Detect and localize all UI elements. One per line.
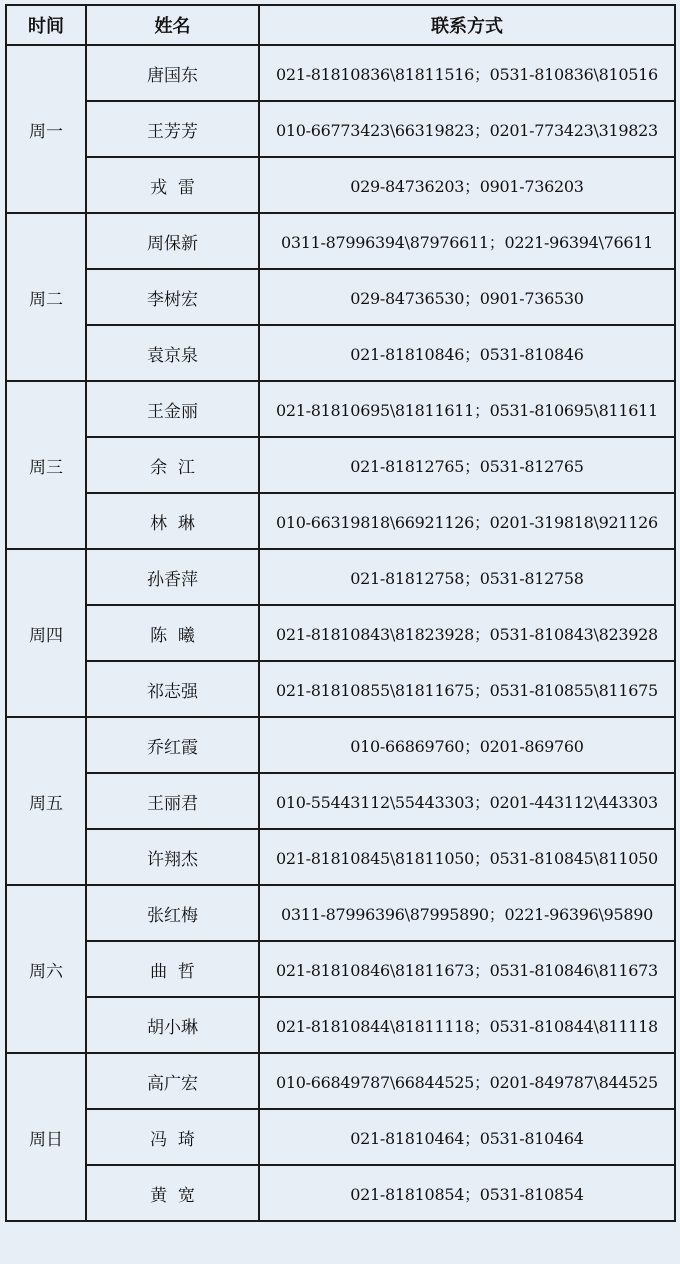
name-cell: 许翔杰 xyxy=(86,829,259,885)
name-cell: 孙香萍 xyxy=(86,549,259,605)
header-contact: 联系方式 xyxy=(259,5,675,45)
name-cell: 乔红霞 xyxy=(86,717,259,773)
name-cell: 王芳芳 xyxy=(86,101,259,157)
contact-cell: 010-66319818\66921126；0201-319818\921126 xyxy=(259,493,675,549)
table-row xyxy=(6,773,675,829)
contact-cell: 021-81810843\81823928；0531-810843\823928 xyxy=(259,605,675,661)
contact-cell: 029-84736530；0901-736530 xyxy=(259,269,675,325)
day-cell: 周五 xyxy=(6,717,86,885)
day-cell: 周三 xyxy=(6,381,86,549)
contact-cell: 021-81810695\81811611；0531-810695\811611 xyxy=(259,381,675,437)
contact-cell: 021-81810854；0531-810854 xyxy=(259,1165,675,1221)
table-row xyxy=(6,437,675,493)
contact-cell: 0311-87996396\87995890；0221-96396\95890 xyxy=(259,885,675,941)
name-cell: 胡小琳 xyxy=(86,997,259,1053)
table-row xyxy=(6,661,675,717)
contact-cell: 010-66849787\66844525；0201-849787\844525 xyxy=(259,1053,675,1109)
contact-cell: 021-81810845\81811050；0531-810845\811050 xyxy=(259,829,675,885)
contact-cell: 021-81812765；0531-812765 xyxy=(259,437,675,493)
name-cell: 高广宏 xyxy=(86,1053,259,1109)
day-cell: 周日 xyxy=(6,1053,86,1221)
table-row xyxy=(6,1053,675,1109)
name-cell: 王金丽 xyxy=(86,381,259,437)
day-cell: 周六 xyxy=(6,885,86,1053)
name-cell: 曲 哲 xyxy=(86,941,259,997)
table-row xyxy=(6,941,675,997)
name-cell: 唐国东 xyxy=(86,45,259,101)
name-cell: 袁京泉 xyxy=(86,325,259,381)
table-row xyxy=(6,157,675,213)
table-row xyxy=(6,997,675,1053)
contact-cell: 010-66773423\66319823；0201-773423\319823 xyxy=(259,101,675,157)
name-cell: 戎 雷 xyxy=(86,157,259,213)
name-cell: 张红梅 xyxy=(86,885,259,941)
name-cell: 冯 琦 xyxy=(86,1109,259,1165)
table-row xyxy=(6,325,675,381)
header-name: 姓名 xyxy=(86,5,259,45)
table-row xyxy=(6,829,675,885)
contact-cell: 021-81810846\81811673；0531-810846\811673 xyxy=(259,941,675,997)
table-row xyxy=(6,717,675,773)
name-cell: 王丽君 xyxy=(86,773,259,829)
table-row xyxy=(6,885,675,941)
name-cell: 余 江 xyxy=(86,437,259,493)
table-row xyxy=(6,1165,675,1221)
contact-cell: 0311-87996394\87976611；0221-96394\76611 xyxy=(259,213,675,269)
contact-cell: 021-81810846；0531-810846 xyxy=(259,325,675,381)
header-row xyxy=(6,5,675,45)
table-row xyxy=(6,549,675,605)
contact-cell: 010-55443112\55443303；0201-443112\443303 xyxy=(259,773,675,829)
table-row xyxy=(6,213,675,269)
day-cell: 周四 xyxy=(6,549,86,717)
contact-cell: 021-81810464；0531-810464 xyxy=(259,1109,675,1165)
table-header xyxy=(6,5,675,45)
day-cell: 周一 xyxy=(6,45,86,213)
table-row xyxy=(6,605,675,661)
contact-cell: 029-84736203；0901-736203 xyxy=(259,157,675,213)
contact-cell: 021-81810844\81811118；0531-810844\811118 xyxy=(259,997,675,1053)
table-row xyxy=(6,381,675,437)
name-cell: 祁志强 xyxy=(86,661,259,717)
day-cell: 周二 xyxy=(6,213,86,381)
header-time: 时间 xyxy=(6,5,86,45)
name-cell: 李树宏 xyxy=(86,269,259,325)
table-row xyxy=(6,493,675,549)
contact-cell: 021-81810836\81811516；0531-810836\810516 xyxy=(259,45,675,101)
table-body xyxy=(6,45,675,1221)
table-row xyxy=(6,269,675,325)
name-cell: 林 琳 xyxy=(86,493,259,549)
table-row xyxy=(6,45,675,101)
name-cell: 陈 曦 xyxy=(86,605,259,661)
contact-cell: 010-66869760；0201-869760 xyxy=(259,717,675,773)
table-row xyxy=(6,1109,675,1165)
table-row xyxy=(6,101,675,157)
duty-roster-table xyxy=(5,4,676,1222)
name-cell: 周保新 xyxy=(86,213,259,269)
contact-cell: 021-81810855\81811675；0531-810855\811675 xyxy=(259,661,675,717)
contact-cell: 021-81812758；0531-812758 xyxy=(259,549,675,605)
name-cell: 黄 宽 xyxy=(86,1165,259,1221)
